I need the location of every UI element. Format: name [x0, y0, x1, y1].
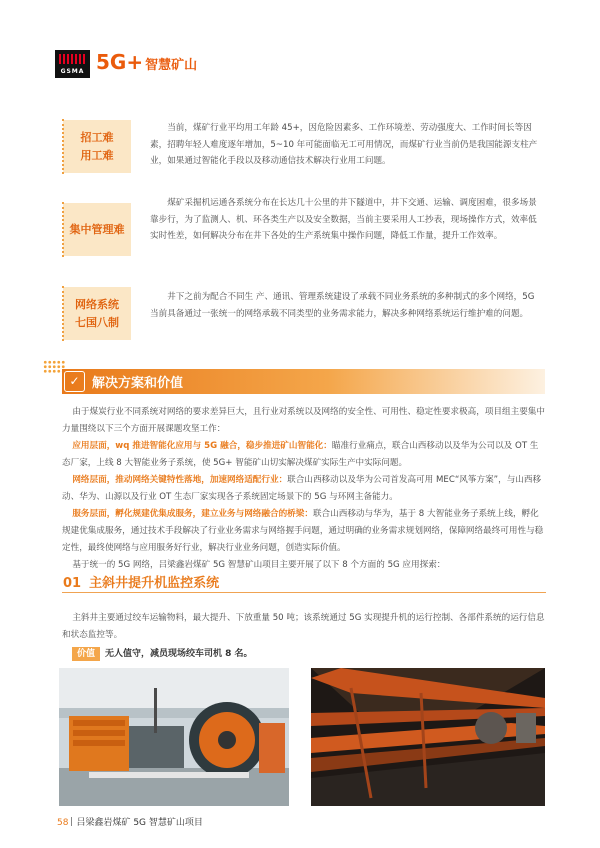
problem-text-2: 煤矿采掘机运通各系统分布在长达几十公里的井下隧道中，井下交通、运输、调度困难，很多场景靠步行，为了监测人、机、环各类生产以及安全数据，当前主要采用人工抄表，现场操作方式，效率低实时性差，如何解决分布在井下各处的生产系统集中操作问题，降低工作量，提升工作效率。: [150, 198, 537, 241]
section-title: 解决方案和价值: [92, 376, 184, 391]
item-2-highlight: 网络层面，推动网络关键特性落地，加速网络适配行业：: [72, 475, 288, 485]
section-body: [62, 404, 546, 574]
brand-sub: 智慧矿山: [145, 58, 198, 73]
problem-text-1: 当前，煤矿行业平均用工年龄 45+，因危险因素多、工作环境差、劳动强度大、工作时间长等因素，招聘年轻人难度逐年增加，5~10 年可能面临无工可用情况，而煤矿行业当前仍是我国能源支柱产业，如果通过智能化手段以及移动通信技术解决行业用工问题。: [150, 123, 538, 166]
section-header: [62, 369, 545, 394]
page-footer: [57, 815, 203, 828]
subsection-title: 主斜井提升机监控系统: [89, 576, 220, 591]
subsection-body: [62, 610, 546, 644]
section-item-3: [62, 506, 546, 557]
brand-title: [96, 50, 197, 74]
problem-label-2: 集中管理难: [63, 203, 131, 256]
section-item-2: [62, 472, 546, 506]
section-intro: 由于煤炭行业不同系统对网络的要求差异巨大，且行业对系统以及网络的安全性、可用性、稳定性要求极高，项目组主要集中力量围绕以下三个方面开展课题攻坚工作：: [62, 407, 545, 434]
logo-bars-icon: [59, 54, 86, 64]
problem-text-3: 井下之前为配合不同生 产、通讯、管理系统建设了承载不同业务系统的多种制式的多个网络，5G 当前具备通过一张统一的网络承载不同类型的业务需求能力，解决多种网络系统运行维护难的问题。: [150, 292, 535, 319]
value-tag: 价值: [72, 647, 100, 661]
logo-text: GSMA: [60, 68, 85, 75]
item-1-text: 瞄准行业痛点，联合山西移动以及华为公司以及 OT 生态厂家，上线 8 大智能业务子系统，使 5G+ 智能矿山切实解决煤矿实际生产中实际问题。: [62, 441, 539, 468]
item-3-highlight: 服务层面，孵化规建优集成服务，建立业务与网络融合的桥梁：: [72, 509, 313, 519]
handshake-icon: ✓: [64, 371, 85, 392]
subsection-text: 主斜井主要通过绞车运输物料，最大提升、下放重量 50 吨；该系统通过 5G 实现提升机的运行控制、各部件系统的运行信息和状态监控等。: [62, 613, 545, 640]
item-2-text: 联合山西移动以及华为公司首发高可用 MEC“风筝方案”，与山西移动、华为、山源以及行业 OT 生态厂家实现各子系统固定场景下的 5G 与环网主备能力。: [62, 475, 542, 502]
mine-conveyor-illustration: [311, 668, 545, 806]
mine-conveyor-photo: [311, 668, 545, 806]
section-closing: 基于统一的 5G 网络，吕梁鑫岩煤矿 5G 智慧矿山项目主要开展了以下 8 个方面的 5G 应用探索：: [72, 560, 446, 570]
problem-label-3: 网络系统 七国八制: [63, 287, 131, 340]
footer-separator: [71, 817, 72, 826]
problem-label-1: 招工难 用工难: [63, 120, 131, 173]
value-text: 无人值守，减员现场绞车司机 8 名。: [105, 649, 253, 659]
hoist-machine-photo: [59, 668, 289, 806]
brand-main: 5G+: [96, 50, 144, 74]
item-1-highlight: 应用层面，wq 推进智能化应用与 5G 融合，稳步推进矿山智能化：: [72, 441, 332, 451]
subsection-number: 01: [63, 576, 82, 591]
subsection-heading: [63, 572, 219, 591]
subsection-divider: [62, 592, 546, 593]
gsma-logo: [55, 50, 90, 78]
item-3-text: 联合山西移动与华为，基于 8 大智能业务子系统上线，孵化规建优集成服务，通过技术手段解决了行业业务需求与网络握手问题，通过明确的业务需求规划网络，保障网络最终可用性与稳定性，最终使网络与应用服务好行业，解决行业业务问题，创造实际价值。: [62, 509, 544, 553]
value-row: [72, 646, 253, 661]
page-number: 58: [57, 818, 69, 828]
section-item-1: [62, 438, 546, 472]
hoist-machine-illustration: [59, 668, 289, 806]
footer-title: 吕梁鑫岩煤矿 5G 智慧矿山项目: [76, 818, 203, 828]
